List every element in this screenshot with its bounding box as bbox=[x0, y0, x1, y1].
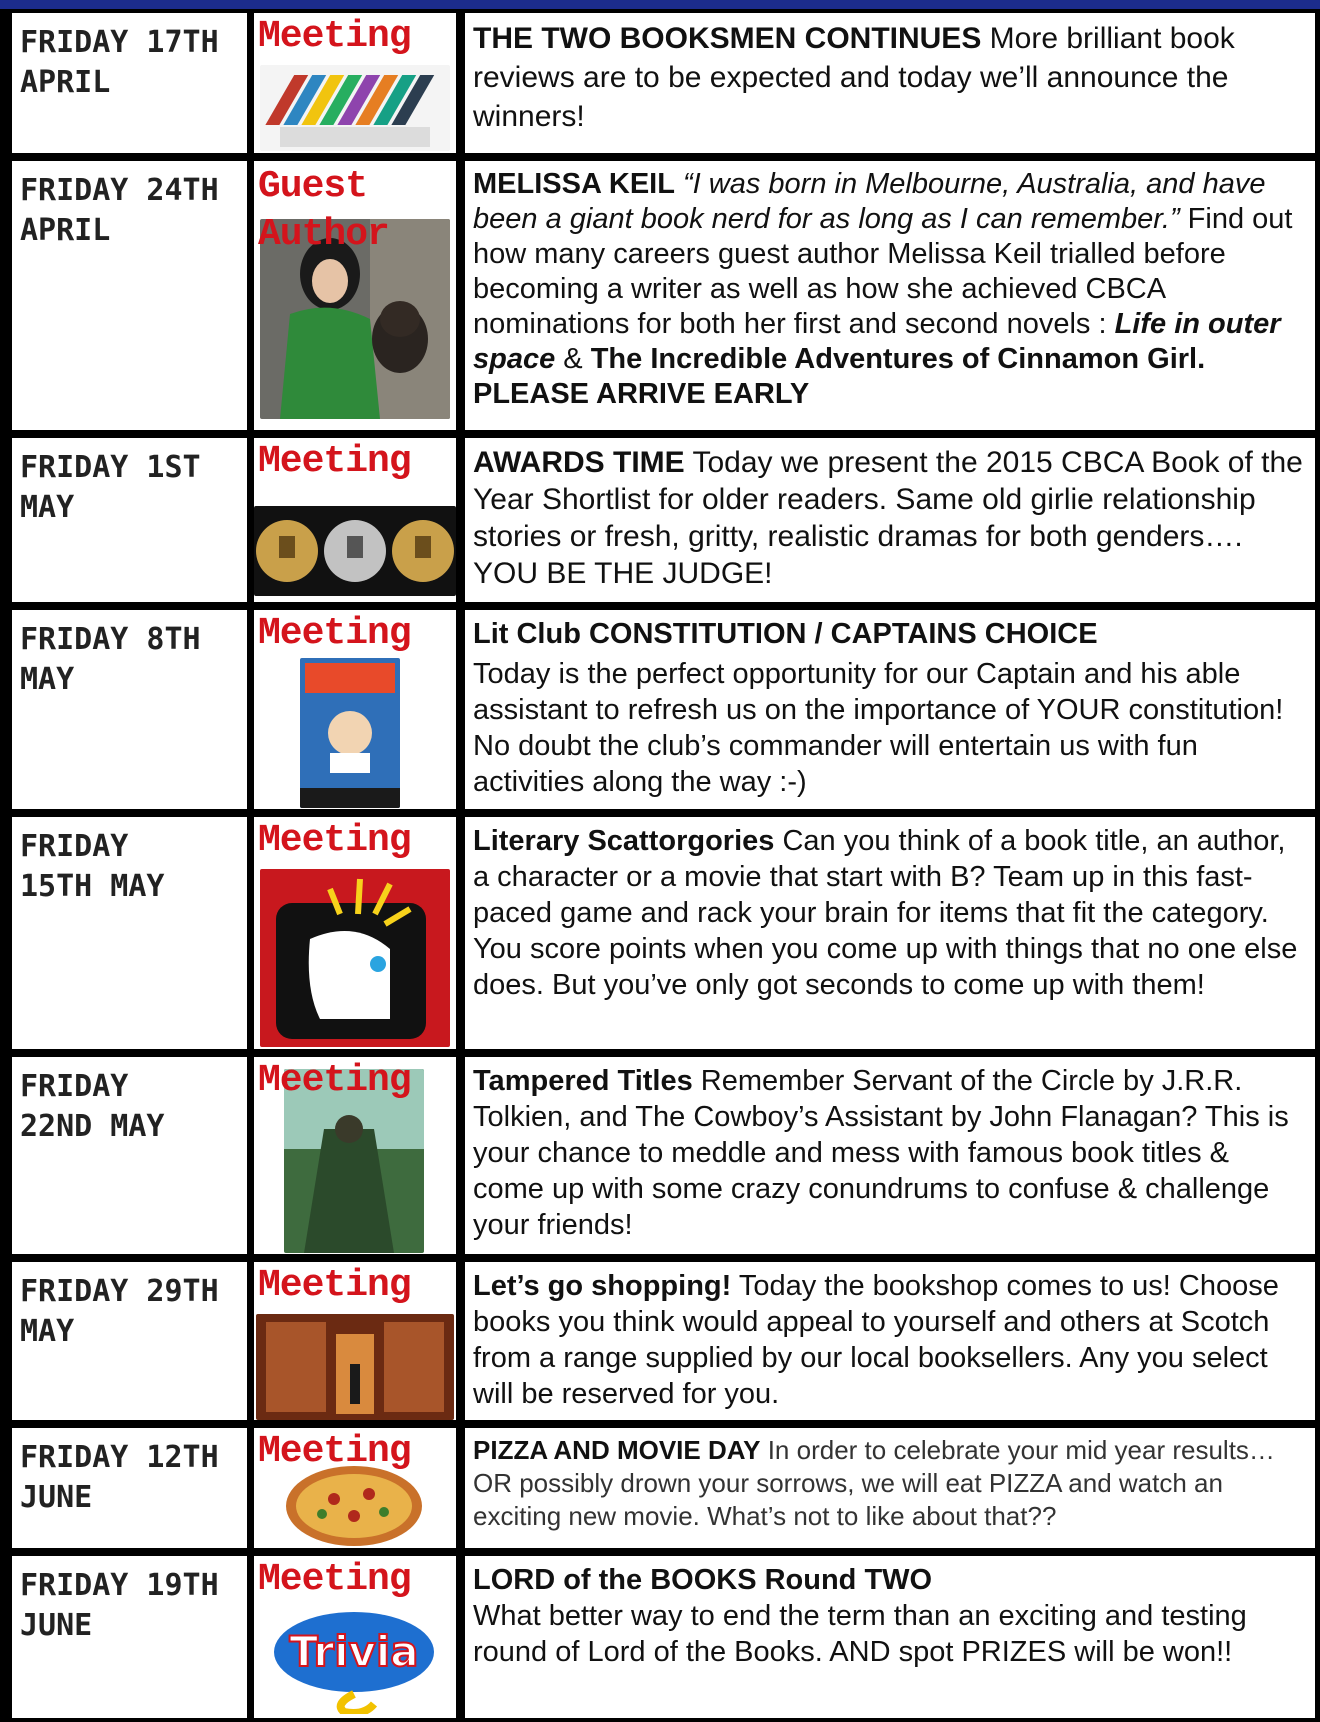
row-type: Meeting bbox=[258, 1264, 411, 1307]
row-title: Let’s go shopping! bbox=[473, 1270, 732, 1302]
row-description: Let’s go shopping! Today the bookshop comes to us! Choose books you think would appeal to yourself and others at Scotch from a range supplied by our local booksellers. Any you select will be reserved for you. bbox=[473, 1270, 1279, 1410]
row-date: FRIDAY 29TH MAY bbox=[20, 1274, 219, 1349]
row-description: THE TWO BOOKSMEN CONTINUES More brilliant book reviews are to be expected and today we’ll announce the winners! bbox=[473, 22, 1235, 133]
row-description: Tampered Titles Remember Servant of the Circle by J.R.R. Tolkien, and The Cowboy’s Assistant by John Flanagan? This is your chance to meddle and mess with famous book titles & come up with some crazy conundrums to confuse & challenge your friends! bbox=[473, 1065, 1289, 1241]
row-description: LORD of the BOOKS Round TWO What better way to end the term than an exciting and testing round of Lord of the Books. AND spot PRIZES will be won!! bbox=[465, 1556, 1315, 1670]
trivia-logo bbox=[264, 1604, 444, 1714]
schedule-row bbox=[0, 606, 1320, 813]
schedule-row bbox=[0, 1552, 1320, 1722]
bookshop-photo bbox=[256, 1314, 454, 1420]
row-date: FRIDAY 17TH APRIL bbox=[20, 25, 219, 100]
row-description: MELISSA KEIL “I was born in Melbourne, Australia, and have been a giant book nerd for as long as I can remember.” Find out how many careers guest author Melissa Keil trialled before becoming a writer as well as how she achieved CBCA nominations for both her first and second novels : Life in outer space & The Incredible Adventures of Cinnamon Girl. PLEASE ARRIVE EARLY bbox=[473, 168, 1293, 410]
row-description: AWARDS TIME Today we present the 2015 CBCA Book of the Year Shortlist for older readers. Same old girlie relationship stories or fresh, gritty, realistic dramas for both genders…. YOU BE THE JUDGE! bbox=[473, 446, 1303, 590]
row-type: Guest Author bbox=[258, 165, 389, 256]
captain-underpants-cover bbox=[300, 658, 400, 808]
row-title: Lit Club CONSTITUTION / CAPTAINS CHOICE bbox=[473, 618, 1098, 650]
row-date: FRIDAY 24TH APRIL bbox=[20, 173, 219, 248]
schedule-row bbox=[0, 813, 1320, 1053]
svg-text:Trivia: Trivia bbox=[289, 1627, 419, 1676]
row-title: MELISSA KEIL bbox=[473, 168, 675, 200]
scattergories-icon bbox=[260, 869, 450, 1047]
row-date: FRIDAY 12TH JUNE bbox=[20, 1440, 219, 1515]
row-date: FRIDAY 15TH MAY bbox=[20, 829, 165, 904]
schedule-row bbox=[0, 1258, 1320, 1424]
row-type: Meeting bbox=[258, 819, 411, 862]
schedule-row bbox=[0, 1053, 1320, 1258]
schedule-row bbox=[0, 9, 1320, 157]
row-title: LORD of the BOOKS Round TWO bbox=[473, 1564, 933, 1596]
row-description: Lit Club CONSTITUTION / CAPTAINS CHOICE Today is the perfect opportunity for our Captain and his able assistant to refresh us on the importance of YOUR constitution! No doubt the club’s commander will entertain us with fun activities along the way :-) bbox=[465, 610, 1315, 800]
row-description: PIZZA AND MOVIE DAY In order to celebrate your mid year results… OR possibly drown your sorrows, we will eat PIZZA and watch an exciting new movie. What’s not to like about that?? bbox=[473, 1435, 1275, 1531]
book-stack-icon bbox=[260, 65, 450, 151]
pizza-icon bbox=[284, 1464, 424, 1548]
top-accent-bar bbox=[0, 0, 1320, 9]
row-date: FRIDAY 22ND MAY bbox=[20, 1069, 165, 1144]
row-date: FRIDAY 8TH MAY bbox=[20, 622, 201, 697]
row-title: AWARDS TIME bbox=[473, 446, 685, 479]
row-title: Tampered Titles bbox=[473, 1065, 693, 1097]
row-title: PIZZA AND MOVIE DAY bbox=[473, 1435, 761, 1465]
row-type: Meeting bbox=[258, 1059, 411, 1102]
row-date: FRIDAY 1ST MAY bbox=[20, 450, 201, 525]
row-type: Meeting bbox=[258, 1430, 411, 1473]
row-date: FRIDAY 19TH JUNE bbox=[20, 1568, 219, 1643]
schedule-row bbox=[0, 1424, 1320, 1552]
row-type: Meeting bbox=[258, 15, 411, 58]
row-title: THE TWO BOOKSMEN CONTINUES bbox=[473, 22, 982, 55]
row-title: Literary Scattorgories bbox=[473, 825, 775, 857]
row-description: Literary Scattorgories Can you think of a book title, an author, a character or a movie that start with B? Team up in this fast-paced game and rack your brain for items that fit the category. You score points when you come up with things that no one else does. But you’ve only got seconds to come up with them! bbox=[473, 825, 1298, 1001]
row-type: Meeting bbox=[258, 1558, 411, 1601]
cbca-medals-icon bbox=[254, 506, 456, 596]
row-type: Meeting bbox=[258, 612, 411, 655]
row-type: Meeting bbox=[258, 440, 411, 483]
schedule-row bbox=[0, 434, 1320, 606]
schedule-row bbox=[0, 157, 1320, 434]
